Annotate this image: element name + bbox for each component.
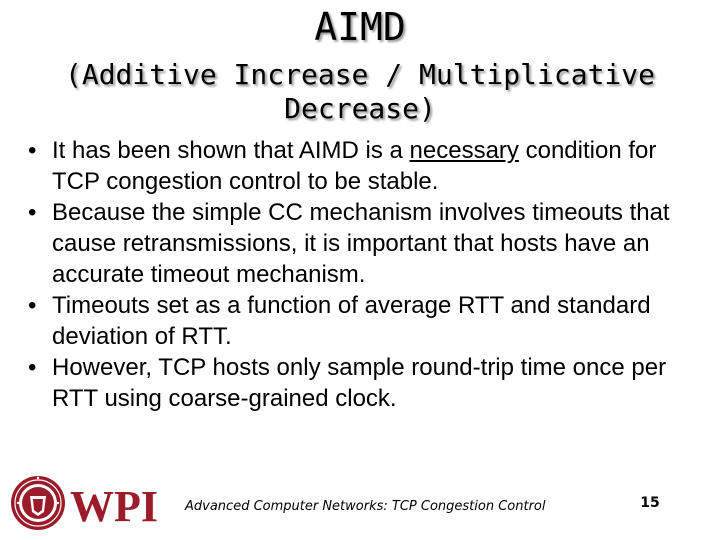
wpi-seal-icon bbox=[11, 476, 65, 530]
bullet-dot: • bbox=[28, 137, 37, 164]
bullet-list bbox=[26, 135, 686, 414]
bullet-item bbox=[26, 197, 686, 290]
bullet-item bbox=[26, 352, 686, 414]
bullet-dot: • bbox=[28, 199, 37, 226]
bullet-item bbox=[26, 135, 686, 197]
bullet-item bbox=[26, 290, 686, 352]
bullet-text: Because the simple CC mechanism involves timeouts that cause retransmissions, it is important that hosts have an accurate timeout mechanism. bbox=[52, 199, 670, 288]
page-number: 15 bbox=[640, 495, 660, 511]
subtitle-line-1: (Additive Increase / Multiplicative bbox=[64, 58, 655, 91]
bullet-text: condition for TCP congestion control to be stable. bbox=[52, 137, 657, 195]
wpi-logo bbox=[10, 474, 162, 532]
bullet-dot: • bbox=[28, 292, 37, 319]
underlined-word: necessary bbox=[409, 137, 519, 164]
slide-subtitle bbox=[0, 58, 720, 126]
bullet-text: Timeouts set as a function of average RTT and standard deviation of RTT. bbox=[52, 292, 651, 350]
footer-course-title: Advanced Computer Networks: TCP Congestion Control bbox=[185, 499, 546, 514]
bullet-text: However, TCP hosts only sample round-trip time once per RTT using coarse-grained clock. bbox=[52, 354, 667, 412]
wpi-wordmark: WPI bbox=[70, 482, 158, 531]
bullet-dot: • bbox=[28, 354, 37, 381]
slide-title: AIMD bbox=[314, 5, 406, 49]
bullet-text: It has been shown that AIMD is a bbox=[52, 137, 410, 164]
subtitle-line-2: Decrease) bbox=[284, 92, 436, 125]
